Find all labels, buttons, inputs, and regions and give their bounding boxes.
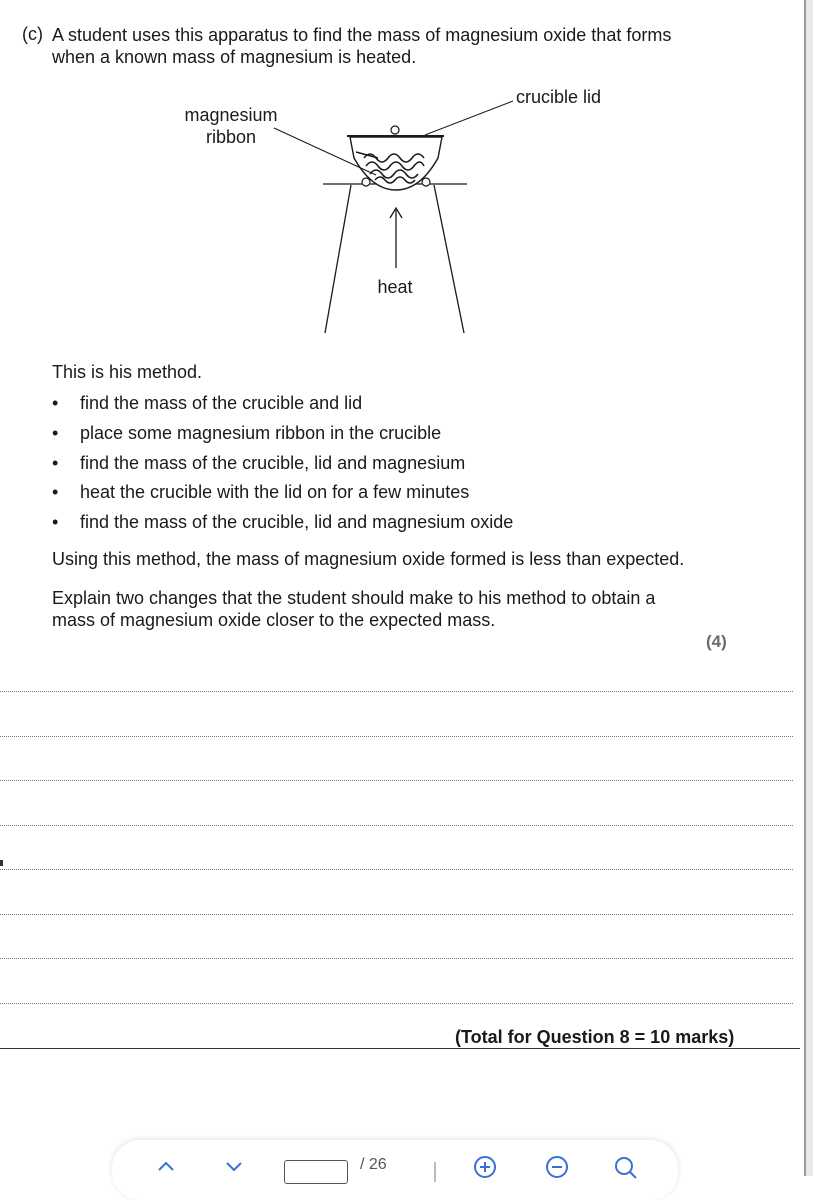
bullet-icon: • [52,422,59,443]
total-rule [0,1048,800,1049]
support-left [362,178,370,186]
chevron-up-icon[interactable] [154,1154,178,1178]
answer-line[interactable] [0,691,793,692]
bullet-icon: • [52,482,59,503]
answer-line[interactable] [0,780,793,781]
page-number-input[interactable] [284,1160,348,1184]
page-count: / 26 [360,1156,387,1173]
method-step: • find the mass of the crucible, lid and magnesium oxide [52,512,514,533]
magnesium-label-1: magnesium [184,105,278,125]
chevron-down-icon[interactable] [222,1154,246,1178]
method-step: • heat the crucible with the lid on for a few minutes [52,482,470,503]
task-paragraph: Explain two changes that the student should make to his method to obtain a mass of magnesium oxide closer to the expected mass. [52,588,656,630]
bullet-icon: • [52,512,59,533]
tripod-leg-right [434,185,464,333]
zoom-out-icon[interactable] [544,1154,570,1178]
search-icon[interactable] [612,1154,638,1178]
lid-leader [425,101,513,135]
tripod-leg-left [325,185,351,333]
zoom-in-icon[interactable] [472,1154,498,1178]
apparatus-svg [170,80,630,345]
answer-line[interactable] [0,914,793,915]
method-list [52,392,513,541]
magnesium-label-2: ribbon [205,127,257,147]
total-marks: (Total for Question 8 = 10 marks) [455,1027,735,1047]
margin-mark [0,860,3,866]
answer-line[interactable] [0,736,793,737]
answer-line[interactable] [0,1003,793,1004]
heat-label: heat [377,277,413,297]
crucible-lid-label: crucible lid [516,87,602,107]
method-step: • place some magnesium ribbon in the crucible [52,422,442,443]
answer-line[interactable] [0,869,793,870]
result-paragraph: Using this method, the mass of magnesium oxide formed is less than expected. [52,549,685,569]
apparatus-diagram [170,80,630,345]
answer-line[interactable] [0,825,793,826]
question-text: A student uses this apparatus to find the mass of magnesium oxide that forms when a known mass of magnesium is heated. [52,25,672,67]
bullet-icon: • [52,393,59,413]
method-intro: This is his method. [52,362,203,382]
marks-indicator: (4) [706,632,727,651]
viewer-toolbar [112,1140,678,1200]
question-part-label: (c) [22,24,43,44]
answer-line[interactable] [0,958,793,959]
page-edge [804,0,813,1176]
toolbar-divider [434,1162,436,1182]
method-step: • find the mass of the crucible, lid and magnesium [52,452,466,473]
bullet-icon: • [52,452,59,473]
support-right [422,178,430,186]
method-step: • find the mass of the crucible and lid [52,393,363,413]
lid-knob [391,126,399,134]
